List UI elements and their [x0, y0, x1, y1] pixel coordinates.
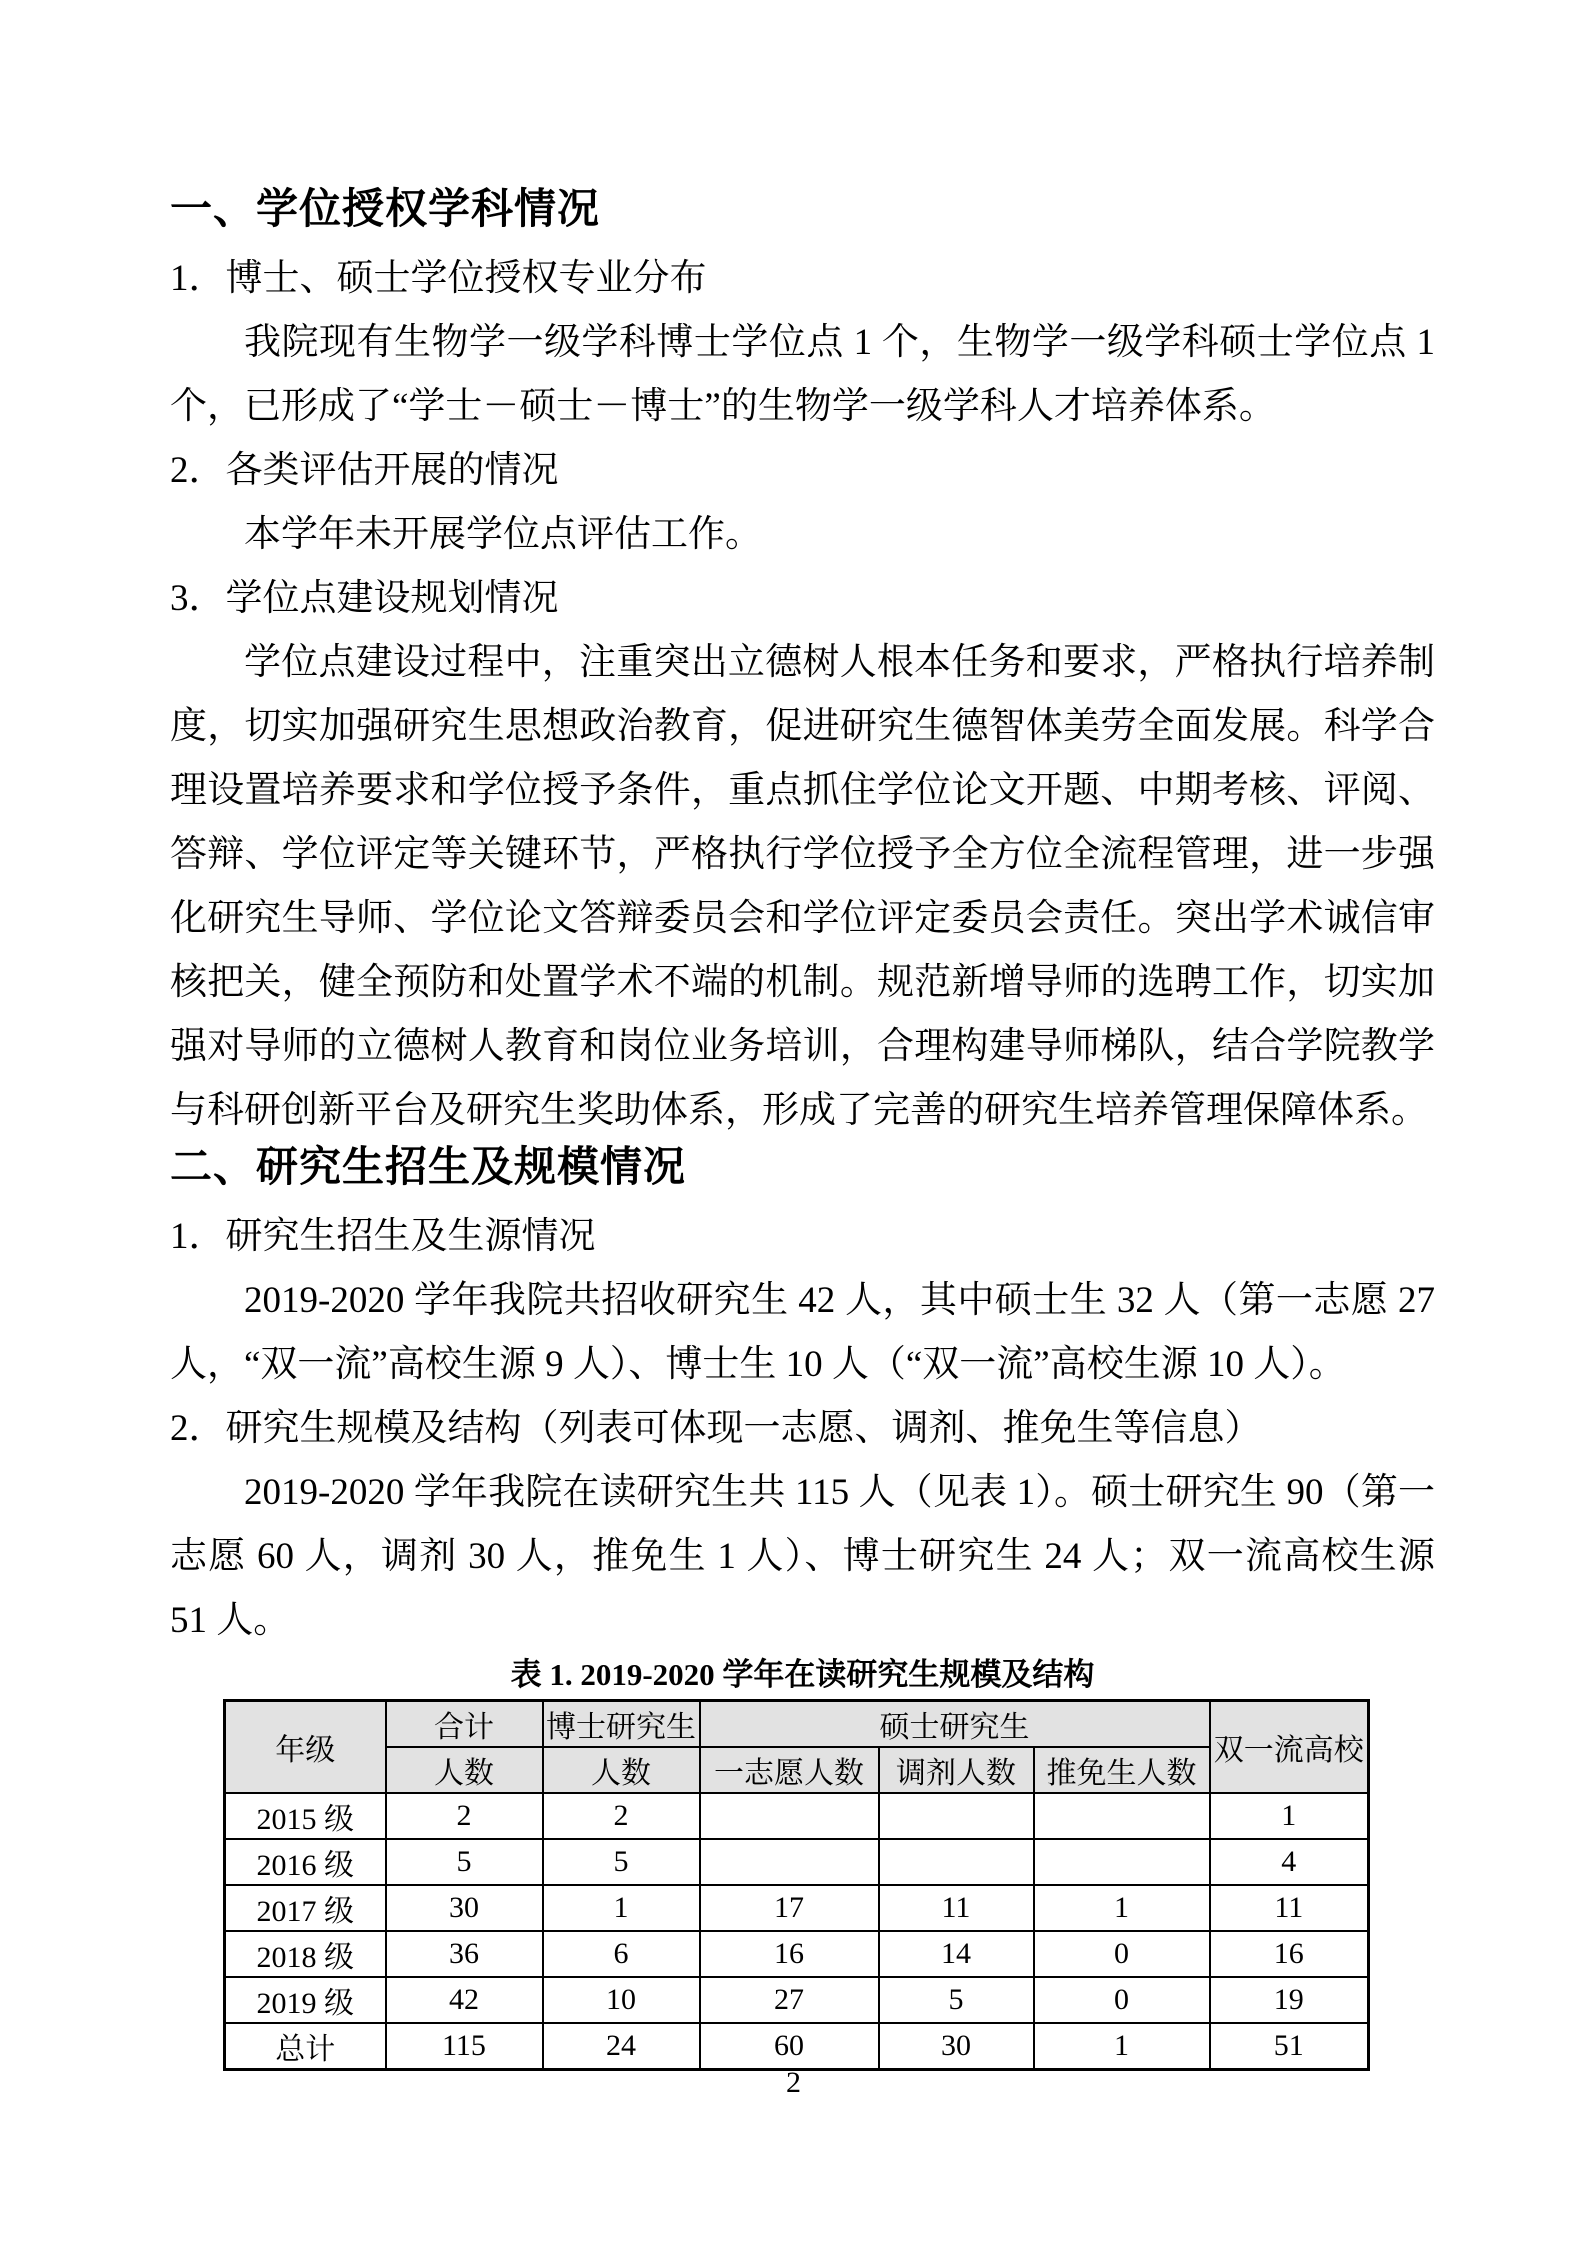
cell-double-first-class: 11 — [1210, 1885, 1369, 1931]
header-masters: 硕士研究生 — [700, 1701, 1210, 1748]
header-count-doctoral: 人数 — [543, 1747, 700, 1793]
cell-exempt — [1034, 1839, 1210, 1885]
cell-double-first-class: 1 — [1210, 1793, 1369, 1839]
cell-total: 2 — [386, 1793, 543, 1839]
cell-adjustment: 11 — [879, 1885, 1034, 1931]
paragraph: 本学年未开展学位点评估工作。 — [244, 514, 762, 555]
header-adjustment: 调剂人数 — [879, 1747, 1034, 1793]
cell-doctoral: 6 — [543, 1931, 700, 1977]
cell-grade: 2016 级 — [225, 1839, 386, 1885]
header-grade: 年级 — [225, 1701, 386, 1794]
cell-first-choice — [700, 1839, 879, 1885]
section-heading: 一、学位授权学科情况 — [170, 185, 601, 232]
cell-total: 5 — [386, 1839, 543, 1885]
paragraph: 学位点建设过程中，注重突出立德树人根本任务和要求，严格执行培养制度，切实加强研究生思想政治教育，促进研究生德智体美劳全面发展。科学合理设置培养要求和学位授予条件，重点抓住学位论文开题、中期考核、评阅、答辩、学位评定等关键环节，严格执行学位授予全方位全流程管理，进一步强化研究生导师、学位论文答辩委员会和学位评定委员会责任。突出学术诚信审核把关，健全预防和处置学术不端的机制。规范新增导师的选聘工作，切实加强对导师的立德树人教育和岗位业务培训，合理构建导师梯队，结合学院教学与科研创新平台及研究生奖助体系，形成了完善的研究生培养管理保障体系。 — [170, 642, 1435, 1131]
cell-total: 115 — [386, 2023, 543, 2070]
table-row — [225, 1793, 1369, 1839]
table-row — [225, 1885, 1369, 1931]
header-exempt: 推免生人数 — [1034, 1747, 1210, 1793]
cell-exempt: 1 — [1034, 2023, 1210, 2070]
list-item: 1．博士、硕士学位授权专业分布 — [170, 258, 707, 299]
cell-adjustment: 14 — [879, 1931, 1034, 1977]
header-count-total: 人数 — [386, 1747, 543, 1793]
cell-adjustment: 5 — [879, 1977, 1034, 2023]
header-double-first-class: 双一流高校 — [1210, 1701, 1369, 1794]
cell-doctoral: 2 — [543, 1793, 700, 1839]
list-item: 2．研究生规模及结构（列表可体现一志愿、调剂、推免生等信息） — [170, 1408, 1262, 1449]
paragraph: 我院现有生物学一级学科博士学位点 1 个，生物学一级学科硕士学位点 1 个，已形成了“学士－硕士－博士”的生物学一级学科人才培养体系。 — [170, 322, 1435, 427]
cell-double-first-class: 4 — [1210, 1839, 1369, 1885]
header-doctoral: 博士研究生 — [543, 1701, 700, 1748]
list-item: 2．各类评估开展的情况 — [170, 450, 559, 491]
cell-exempt: 1 — [1034, 1885, 1210, 1931]
list-item: 3．学位点建设规划情况 — [170, 578, 559, 619]
cell-grade: 总计 — [225, 2023, 386, 2070]
cell-double-first-class: 19 — [1210, 1977, 1369, 2023]
cell-first-choice: 16 — [700, 1931, 879, 1977]
cell-first-choice: 17 — [700, 1885, 879, 1931]
cell-grade: 2015 级 — [225, 1793, 386, 1839]
cell-exempt — [1034, 1793, 1210, 1839]
text-flow — [170, 185, 1435, 1653]
cell-grade: 2019 级 — [225, 1977, 386, 2023]
cell-first-choice — [700, 1793, 879, 1839]
cell-grade: 2018 级 — [225, 1931, 386, 1977]
cell-first-choice: 27 — [700, 1977, 879, 2023]
page-number: 2 — [786, 2066, 801, 2099]
table-header-row — [225, 1701, 1369, 1748]
cell-adjustment — [879, 1793, 1034, 1839]
cell-total: 36 — [386, 1931, 543, 1977]
cell-total: 42 — [386, 1977, 543, 2023]
cell-first-choice: 60 — [700, 2023, 879, 2070]
table-row — [225, 1839, 1369, 1885]
cell-exempt: 0 — [1034, 1977, 1210, 2023]
table-header-row — [225, 1747, 1369, 1793]
cell-adjustment: 30 — [879, 2023, 1034, 2070]
list-item: 1．研究生招生及生源情况 — [170, 1216, 596, 1257]
header-total: 合计 — [386, 1701, 543, 1748]
cell-double-first-class: 16 — [1210, 1931, 1369, 1977]
paragraph: 2019-2020 学年我院共招收研究生 42 人，其中硕士生 32 人（第一志愿 27 人，“双一流”高校生源 9 人）、博士生 10 人（“双一流”高校生源 10 人）。 — [170, 1280, 1435, 1385]
table-caption: 表 1. 2019-2020 学年在读研究生规模及结构 — [510, 1657, 1095, 1692]
cell-total: 30 — [386, 1885, 543, 1931]
cell-doctoral: 5 — [543, 1839, 700, 1885]
header-first-choice: 一志愿人数 — [700, 1747, 879, 1793]
section-heading: 二、研究生招生及规模情况 — [170, 1143, 687, 1190]
cell-exempt: 0 — [1034, 1931, 1210, 1977]
table-row — [225, 1977, 1369, 2023]
table-row — [225, 1931, 1369, 1977]
cell-doctoral: 24 — [543, 2023, 700, 2070]
cell-double-first-class: 51 — [1210, 2023, 1369, 2070]
paragraph: 2019-2020 学年我院在读研究生共 115 人（见表 1）。硕士研究生 90（第一志愿 60 人，调剂 30 人，推免生 1 人）、博士研究生 24 人；双一流高校生源 51 人。 — [170, 1472, 1435, 1641]
enrollment-table — [223, 1699, 1370, 2071]
cell-grade: 2017 级 — [225, 1885, 386, 1931]
cell-adjustment — [879, 1839, 1034, 1885]
cell-doctoral: 1 — [543, 1885, 700, 1931]
cell-doctoral: 10 — [543, 1977, 700, 2023]
